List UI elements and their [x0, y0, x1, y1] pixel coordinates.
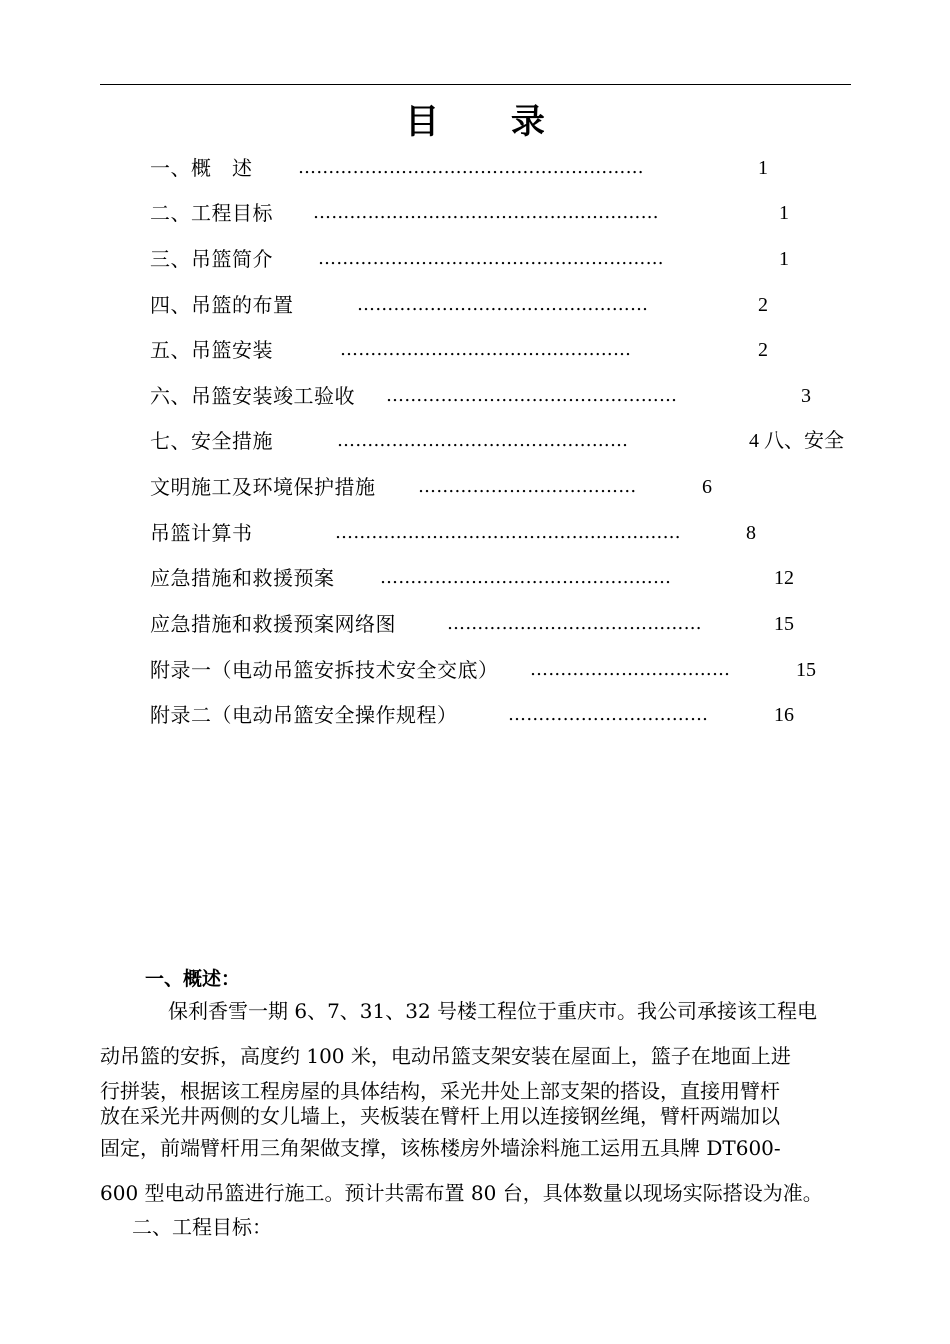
paragraph-line: 600 型电动吊篮进行施工。预计共需布置 80 台，具体数量以现场实际搭设为准。	[100, 1181, 823, 1205]
toc-entry[interactable]	[0, 290, 950, 320]
toc-entry-leader-dots: ……………………………………	[447, 613, 702, 634]
toc-entry-label: 吊篮计算书	[150, 521, 253, 545]
section-heading-goals: 二、工程目标：	[132, 1215, 272, 1239]
toc-entry[interactable]	[0, 153, 950, 183]
toc-entry[interactable]	[0, 244, 950, 274]
toc-entry-leader-dots: …………………………………………………	[298, 157, 644, 178]
toc-entry-leader-dots: ……………………………	[530, 659, 731, 680]
section-heading-overview: 一、概述：	[145, 968, 241, 990]
toc-entry-label: 应急措施和救援预案	[150, 566, 335, 590]
toc-entry-page-number: 15	[774, 613, 794, 635]
toc-entry[interactable]	[0, 609, 950, 639]
paragraph-line: 行拼装，根据该工程房屋的具体结构，采光井处上部支架的搭设，直接用臂杆	[100, 1079, 780, 1103]
toc-entry-label: 三、吊篮简介	[150, 247, 273, 271]
paragraph-line: 动吊篮的安拆，高度约 100 米，电动吊篮支架安装在屋面上，篮子在地面上进	[100, 1044, 791, 1068]
toc-entry-leader-dots: …………………………………………………	[313, 202, 659, 223]
toc-entry-page-number: 16	[774, 704, 794, 726]
toc-entry-leader-dots: …………………………………………	[337, 430, 629, 451]
toc-entry[interactable]	[0, 518, 950, 548]
toc-entry-page-number: 12	[774, 567, 794, 589]
paragraph-line: 保利香雪一期 6、7、31、32 号楼工程位于重庆市。我公司承接该工程电	[168, 999, 818, 1023]
toc-entry-leader-dots: …………………………………………	[340, 339, 632, 360]
toc-title: 目 录	[405, 102, 575, 142]
toc-entry-label: 附录二（电动吊篮安全操作规程）	[150, 703, 458, 727]
toc-entry-page-number: 6	[702, 476, 712, 498]
toc-entry-page-number: 2	[758, 294, 768, 316]
toc-entry-label: 二、工程目标	[150, 201, 273, 225]
toc-entry-page-number: 2	[758, 339, 768, 361]
toc-entry-page-number: 1	[758, 157, 768, 179]
toc-entry[interactable]	[0, 381, 950, 411]
header-rule	[100, 84, 851, 85]
toc-entry-page-number: 3	[801, 385, 811, 407]
toc-entry-leader-dots: …………………………………………	[386, 385, 678, 406]
toc-entry-leader-dots: ………………………………	[418, 476, 637, 497]
toc-entry-leader-dots: …………………………………………	[357, 294, 649, 315]
toc-entry-page-number: 4 八、安全	[749, 430, 844, 452]
toc-entry-page-number: 8	[746, 522, 756, 544]
toc-entry[interactable]	[0, 700, 950, 730]
toc-entry-label: 六、吊篮安装竣工验收	[150, 384, 355, 408]
toc-entry[interactable]	[0, 655, 950, 685]
toc-entry-label: 四、吊篮的布置	[150, 293, 294, 317]
toc-entry-page-number: 1	[779, 202, 789, 224]
toc-entry[interactable]	[0, 335, 950, 365]
toc-entry-label: 附录一（电动吊篮安拆技术安全交底）	[150, 658, 499, 682]
toc-entry-leader-dots: …………………………………………………	[318, 248, 664, 269]
paragraph-line: 固定，前端臂杆用三角架做支撑，该栋楼房外墙涂料施工运用五具牌 DT600-	[100, 1136, 781, 1160]
toc-entry[interactable]	[0, 198, 950, 228]
paragraph-line: 放在采光井两侧的女儿墙上，夹板装在臂杆上用以连接钢丝绳，臂杆两端加以	[100, 1104, 780, 1128]
toc-entry-leader-dots: ……………………………	[508, 704, 709, 725]
toc-entry-label: 七、安全措施	[150, 429, 273, 453]
toc-entry-label: 文明施工及环境保护措施	[150, 475, 376, 499]
toc-entry-leader-dots: …………………………………………	[380, 567, 672, 588]
toc-entry[interactable]	[0, 472, 950, 502]
toc-entry[interactable]	[0, 426, 950, 456]
toc-entry-page-number: 15	[796, 659, 816, 681]
toc-entry-label: 应急措施和救援预案网络图	[150, 612, 396, 636]
toc-entry-leader-dots: …………………………………………………	[335, 522, 681, 543]
toc-entry-label: 五、吊篮安装	[150, 338, 273, 362]
toc-entry[interactable]	[0, 563, 950, 593]
toc-entry-label: 一、概 述	[150, 156, 253, 180]
toc-entry-page-number: 1	[779, 248, 789, 270]
